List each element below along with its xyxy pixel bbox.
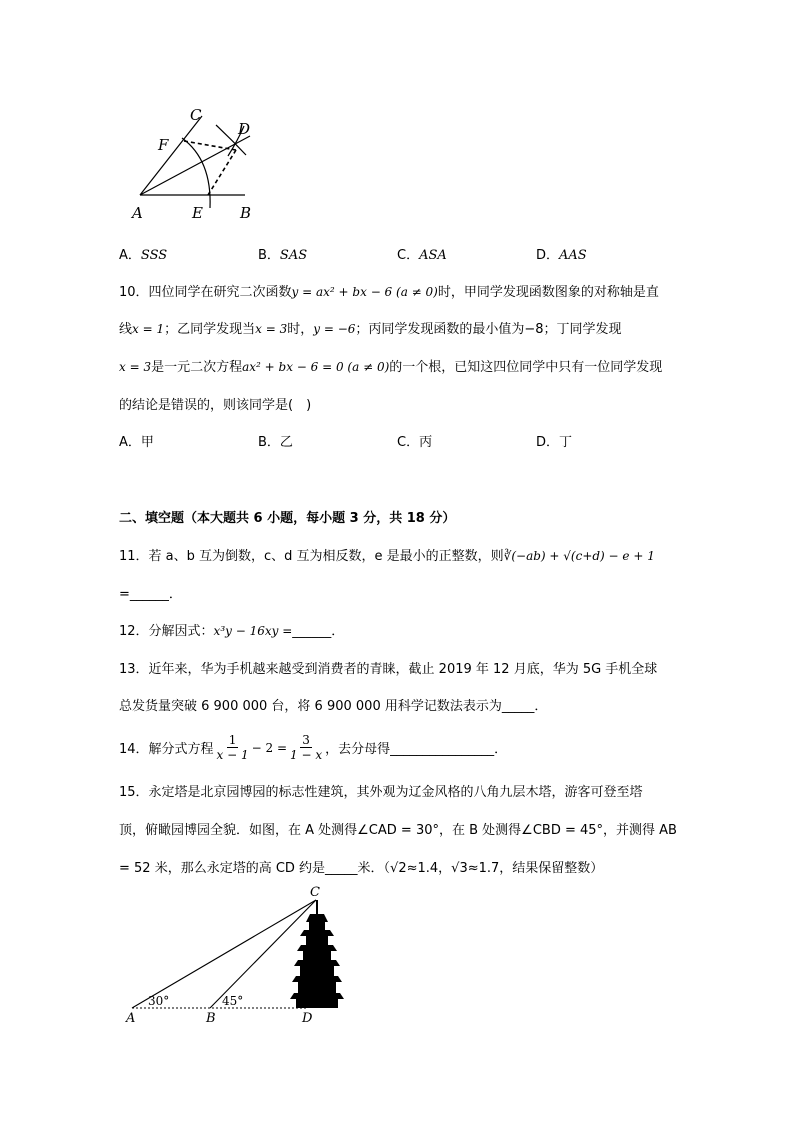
label-c: C [190,106,202,124]
text: =______． [119,587,182,602]
pagoda-silhouette [290,900,344,1008]
option-value: 丁 [559,435,573,450]
label-e: E [192,204,203,222]
option-value: ASA [419,248,447,263]
text: − 2 = [251,740,288,755]
formula: x = 3 [255,322,288,336]
q10-option-d [536,431,572,450]
formula: y = −6 [313,322,356,336]
pagoda-figure [118,882,348,1027]
numerator: 3 [302,733,310,747]
compass-construction-figure [120,100,270,225]
angle-45: 45° [222,994,244,1008]
label-b: B [240,204,252,222]
option-letter: D． [536,435,560,450]
label-d: D [238,120,251,138]
ray-ac [140,116,202,195]
text: ，去分母得________________． [325,742,508,757]
denominator: x − 1 [216,748,249,762]
formula: ax² + bx − 6 = 0 (a ≠ 0) [242,360,390,374]
arc-ef [182,138,210,208]
text: 时， [287,322,314,337]
formula: ∛(−ab) + √(c+d) − e + 1 [503,549,655,563]
q9-option-c [397,244,447,263]
formula: y = ax² + bx − 6 (a ≠ 0) [291,285,438,299]
option-value: AAS [559,248,587,263]
option-value: SSS [140,248,168,263]
text: 的结论是错误的，则该同学是( ) [119,398,312,413]
q10-option-b [258,431,293,450]
text: 14．解分式方程 [119,742,214,757]
text: 时，甲同学发现函数图象的对称轴是直 [437,285,659,300]
formula: x³y − 16xy = [213,624,293,638]
label-c: C [310,885,320,900]
sight-line-ac [132,900,316,1008]
q10-line-1 [119,281,659,300]
q9-option-a [119,244,167,263]
option-value: SAS [279,248,308,263]
text: ；丙同学发现函数的最小值为−8；丁同学发现 [355,322,622,337]
option-letter: A． [119,435,141,450]
text: 的一个根，已知这四位同学中只有一位同学发现 [389,360,663,375]
label-a: A [126,1011,136,1026]
text: 线 [119,322,133,337]
q13-line-1: 13．近年来，华为手机越来越受到消费者的青睐，截止 2019 年 12 月底，华为 5G 手机全球 [119,662,658,677]
label-d: D [302,1011,313,1026]
numerator: 1 [228,733,237,747]
q15-line-2: 顶，俯瞰园博园全貌．如图，在 A 处测得∠CAD = 30°，在 B 处测得∠CBD = 45°，并测得 AB [119,823,677,838]
q11-line-1 [119,545,655,564]
option-letter: B． [258,435,280,450]
text: 10．四位同学在研究二次函数 [119,285,292,300]
option-letter: B． [258,248,280,263]
angle-30: 30° [148,994,170,1008]
q13-line-2: 总发货量突破 6 900 000 台，将 6 900 000 用科学记数法表示为_____． [119,699,548,714]
option-value: 乙 [279,435,293,450]
text: ；乙同学发现当 [164,322,256,337]
text: ______． [292,624,345,639]
label-f: F [158,136,169,154]
q10-line-2 [119,318,622,337]
q9-option-d [536,244,587,263]
text: 11．若 a、b 互为倒数，c、d 互为相反数，e 是最小的正整数，则 [119,549,504,564]
text: 12．分解因式： [119,624,214,639]
option-letter: D． [536,248,560,263]
q12-line [119,620,344,639]
option-letter: A． [119,248,141,263]
section-heading: 二、填空题（本大题共 6 小题，每小题 3 分，共 18 分） [119,511,456,526]
q10-option-c [397,431,432,450]
formula: x = 3 [119,360,152,374]
option-letter: C． [397,248,420,263]
q15-line-1: 15．永定塔是北京园博园的标志性建筑，其外观为辽金风格的八角九层木塔，游客可登至塔 [119,785,643,800]
option-letter: C． [397,435,420,450]
q11-line-2 [119,583,182,602]
segment-fd [184,141,236,150]
q10-line-3 [119,356,662,375]
q10-line-4 [119,394,311,413]
formula: x = 1 [132,322,165,336]
label-b: B [206,1011,216,1026]
label-a: A [132,204,143,222]
ray-ad [140,136,250,195]
q9-option-b [258,244,307,263]
q15-line-3: = 52 米，那么永定塔的高 CD 约是_____米．（√2≈1.4，√3≈1.7，结果保留整数） [119,861,604,876]
q14-line [119,733,507,762]
option-value: 甲 [140,435,154,450]
denominator: 1 − x [290,748,323,762]
fraction-2 [290,733,322,762]
fraction-1 [217,733,249,762]
option-value: 丙 [419,435,433,450]
q10-option-a [119,431,154,450]
text: 是一元二次方程 [151,360,243,375]
